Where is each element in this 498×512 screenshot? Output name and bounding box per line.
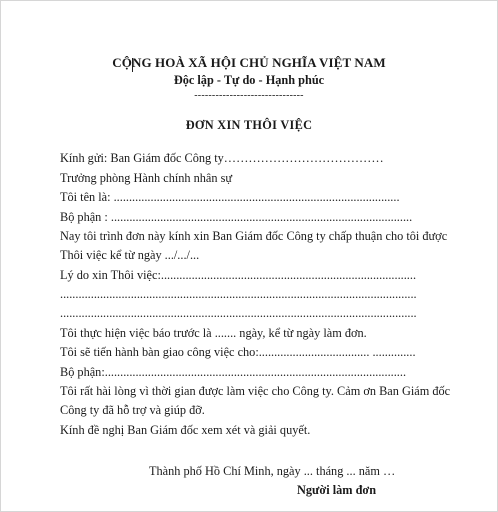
notice-period-line: Tôi thực hiện việc báo trước là ....... ngày, kể từ ngày làm đơn. bbox=[60, 326, 367, 340]
thanks-line: Tôi rất hài lòng vì thời gian được làm việc cho Công ty. Cảm ơn Ban Giám đốc bbox=[60, 384, 451, 398]
thanks-continuation-line: Công ty đã hỗ trợ và giúp đỡ. bbox=[60, 403, 205, 417]
resignation-date-line: Thôi việc kể từ ngày .../.../... bbox=[60, 248, 200, 262]
reason-line: Lý do xin Thôi việc:................................................................................... bbox=[60, 268, 417, 282]
reason-continuation-line: .................................................................................................................... bbox=[60, 287, 417, 301]
name-line: Tôi tên là: ............................................................................................. bbox=[60, 190, 400, 204]
document-title: ĐƠN XIN THÔI VIỆC bbox=[185, 118, 313, 132]
national-motto: Độc lập - Tự do - Hạnh phúc bbox=[173, 73, 325, 87]
national-title: CỘNG HOÀ XÃ HỘI CHỦ NGHĨA VIỆT NAM bbox=[112, 55, 386, 70]
closing-line: Kính đề nghị Ban Giám đốc xem xét và giải quyết. bbox=[60, 423, 311, 437]
department-line: Bộ phận : .................................................................................................. bbox=[60, 210, 413, 224]
header-rule: ------------------------------- bbox=[194, 90, 304, 101]
signer-label: Người làm đơn bbox=[297, 483, 377, 497]
reason-continuation-line: .................................................................................................................... bbox=[60, 306, 417, 320]
place-date-line: Thành phố Hồ Chí Minh, ngày ... tháng ... năm … bbox=[149, 464, 396, 478]
addressee-dept-line: Trưởng phòng Hành chính nhân sự bbox=[60, 171, 233, 185]
request-line: Nay tôi trình đơn này kính xin Ban Giám đốc Công ty chấp thuận cho tôi được bbox=[60, 229, 448, 243]
handover-department-line: Bộ phận:.................................................................................................. bbox=[60, 365, 407, 379]
addressee-line: Kính gửi: Ban Giám đốc Công ty………………………………… bbox=[60, 151, 384, 165]
handover-line: Tôi sẽ tiến hành bàn giao công việc cho:.................................... .............. bbox=[60, 345, 416, 359]
